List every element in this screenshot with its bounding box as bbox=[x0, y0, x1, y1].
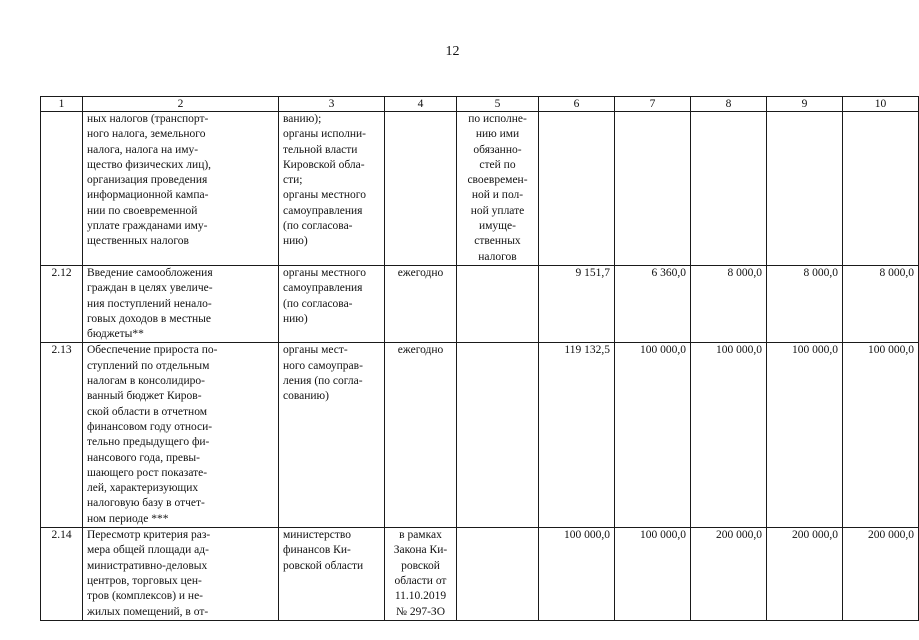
value-cell: 200 000,0 bbox=[767, 528, 843, 621]
column-header: 4 bbox=[385, 97, 457, 112]
value-cell: 6 360,0 bbox=[615, 265, 691, 342]
value-cell: 9 151,7 bbox=[539, 265, 615, 342]
term-text: в рамках Закона Ки- ровской области от 11.10.2019 № 297-ЗО bbox=[385, 528, 457, 621]
column-header: 5 bbox=[457, 97, 539, 112]
value-cell: 100 000,0 bbox=[539, 528, 615, 621]
table-row bbox=[41, 528, 919, 621]
measures-table bbox=[40, 96, 919, 621]
measure-text: Пересмотр критерия раз- мера общей площади ад- министративно-деловых центров, торговых цен- тров (комплексов) и не- жилых помещений, в от- bbox=[83, 528, 279, 621]
executor-text: органы мест- ного самоуправ- ления (по согла- сованию) bbox=[279, 343, 385, 528]
value-cell: 100 000,0 bbox=[767, 343, 843, 528]
column-header: 1 bbox=[41, 97, 83, 112]
value-cell: 100 000,0 bbox=[691, 343, 767, 528]
value-cell: 8 000,0 bbox=[843, 265, 919, 342]
value-cell: 100 000,0 bbox=[615, 528, 691, 621]
term-text bbox=[385, 112, 457, 266]
term-text: ежегодно bbox=[385, 265, 457, 342]
measure-text: Введение самообложения граждан в целях увеличе- ния поступлений ненало- говых доходов в местные бюджеты** bbox=[83, 265, 279, 342]
column-header: 10 bbox=[843, 97, 919, 112]
value-cell: 200 000,0 bbox=[691, 528, 767, 621]
value-cell: 119 132,5 bbox=[539, 343, 615, 528]
result-text: по исполне- нию ими обязанно- стей по своевремен- ной и пол- ной уплате имуще- ственных налогов bbox=[457, 112, 539, 266]
value-cell bbox=[843, 112, 919, 266]
measure-text: ных налогов (транспорт- ного налога, земельного налога, налога на иму- щество физических лиц), организация проведения информационной кампа- нии по своевременной уплате гражданами иму- щественных налогов bbox=[83, 112, 279, 266]
term-text: ежегодно bbox=[385, 343, 457, 528]
value-cell bbox=[767, 112, 843, 266]
table-row bbox=[41, 112, 919, 266]
executor-text: ванию); органы исполни- тельной власти Кировской обла- сти; органы местного самоуправления (по согласова- нию) bbox=[279, 112, 385, 266]
column-header: 9 bbox=[767, 97, 843, 112]
value-cell bbox=[615, 112, 691, 266]
row-number bbox=[41, 112, 83, 266]
row-number: 2.14 bbox=[41, 528, 83, 621]
value-cell: 100 000,0 bbox=[843, 343, 919, 528]
result-text bbox=[457, 265, 539, 342]
row-number: 2.12 bbox=[41, 265, 83, 342]
table-row bbox=[41, 343, 919, 528]
value-cell: 8 000,0 bbox=[767, 265, 843, 342]
column-header: 7 bbox=[615, 97, 691, 112]
column-header: 8 bbox=[691, 97, 767, 112]
executor-text: министерство финансов Ки- ровской области bbox=[279, 528, 385, 621]
value-cell bbox=[539, 112, 615, 266]
column-header: 6 bbox=[539, 97, 615, 112]
executor-text: органы местного самоуправления (по согласова- нию) bbox=[279, 265, 385, 342]
value-cell: 8 000,0 bbox=[691, 265, 767, 342]
measure-text: Обеспечение прироста по- ступлений по отдельным налогам в консолидиро- ванный бюджет Киров- ской области в отчетном финансовом году относи- тельно предыдущего фи- нансового года, превы- шающего рост показате- лей, характеризующих налоговую базу в отчет- ном периоде *** bbox=[83, 343, 279, 528]
result-text bbox=[457, 343, 539, 528]
value-cell: 100 000,0 bbox=[615, 343, 691, 528]
value-cell: 200 000,0 bbox=[843, 528, 919, 621]
table-header-row bbox=[41, 97, 919, 112]
row-number: 2.13 bbox=[41, 343, 83, 528]
result-text bbox=[457, 528, 539, 621]
column-header: 2 bbox=[83, 97, 279, 112]
table-row bbox=[41, 265, 919, 342]
page-number: 12 bbox=[445, 44, 460, 59]
column-header: 3 bbox=[279, 97, 385, 112]
value-cell bbox=[691, 112, 767, 266]
